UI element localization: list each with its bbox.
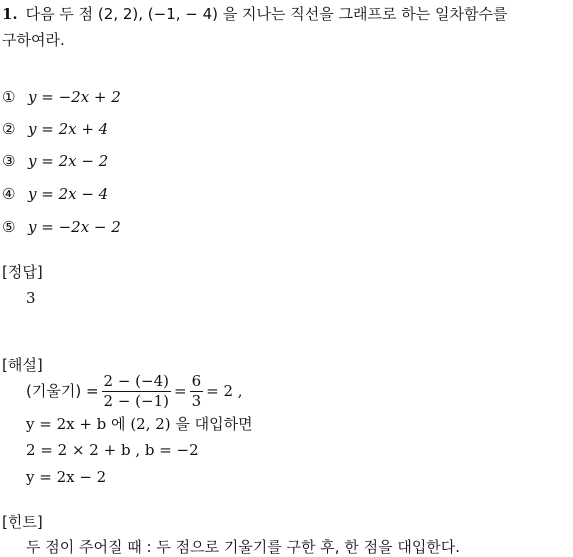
simplified-fraction: [190, 373, 204, 410]
slope-result: = 2 ,: [206, 382, 243, 400]
option-marker: ②: [2, 120, 16, 138]
option-marker: ③: [2, 152, 16, 170]
slope-prefix: (기울기) =: [26, 382, 99, 400]
option-marker: ⑤: [2, 218, 16, 236]
question-line-2: 구하여라.: [2, 31, 65, 49]
option-expression: y = 2x − 2: [28, 152, 109, 170]
option-expression: y = −2x − 2: [28, 218, 121, 236]
option-2: [2, 119, 108, 139]
option-4: [2, 184, 108, 204]
question-line-1: [2, 4, 507, 24]
option-expression: y = −2x + 2: [28, 88, 121, 106]
explanation-line-4: y = 2x − 2: [26, 468, 107, 486]
fraction-numerator: 2 − (−4): [103, 371, 169, 390]
explanation-line-2: y = 2x + b 에 (2, 2) 을 대입하면: [26, 415, 253, 433]
option-marker: ④: [2, 185, 16, 203]
hint-text: 두 점이 주어질 때 : 두 점으로 기울기를 구한 후, 한 점을 대입한다.: [26, 538, 461, 556]
question-number: 1.: [2, 5, 18, 23]
equals-sign: =: [173, 382, 187, 400]
explanation-label: [해설]: [2, 356, 43, 374]
option-marker: ①: [2, 88, 16, 106]
answer-value: 3: [26, 289, 36, 307]
hint-label: [힌트]: [2, 513, 43, 531]
slope-fraction: [102, 373, 171, 410]
fraction-numerator: 6: [191, 371, 202, 390]
option-expression: y = 2x − 4: [28, 185, 109, 203]
fraction-denominator: 3: [191, 391, 202, 410]
option-3: [2, 151, 108, 171]
explanation-slope-line: [26, 372, 243, 410]
option-expression: y = 2x + 4: [28, 120, 109, 138]
option-1: [2, 87, 121, 107]
answer-label: [정답]: [2, 263, 43, 281]
question-text: 다음 두 점 (2, 2), (−1, − 4) 을 지나는 직선을 그래프로 하는 일차함수를: [25, 5, 508, 23]
option-5: [2, 217, 121, 237]
fraction-denominator: 2 − (−1): [103, 391, 169, 410]
explanation-line-3: 2 = 2 × 2 + b , b = −2: [26, 441, 199, 459]
